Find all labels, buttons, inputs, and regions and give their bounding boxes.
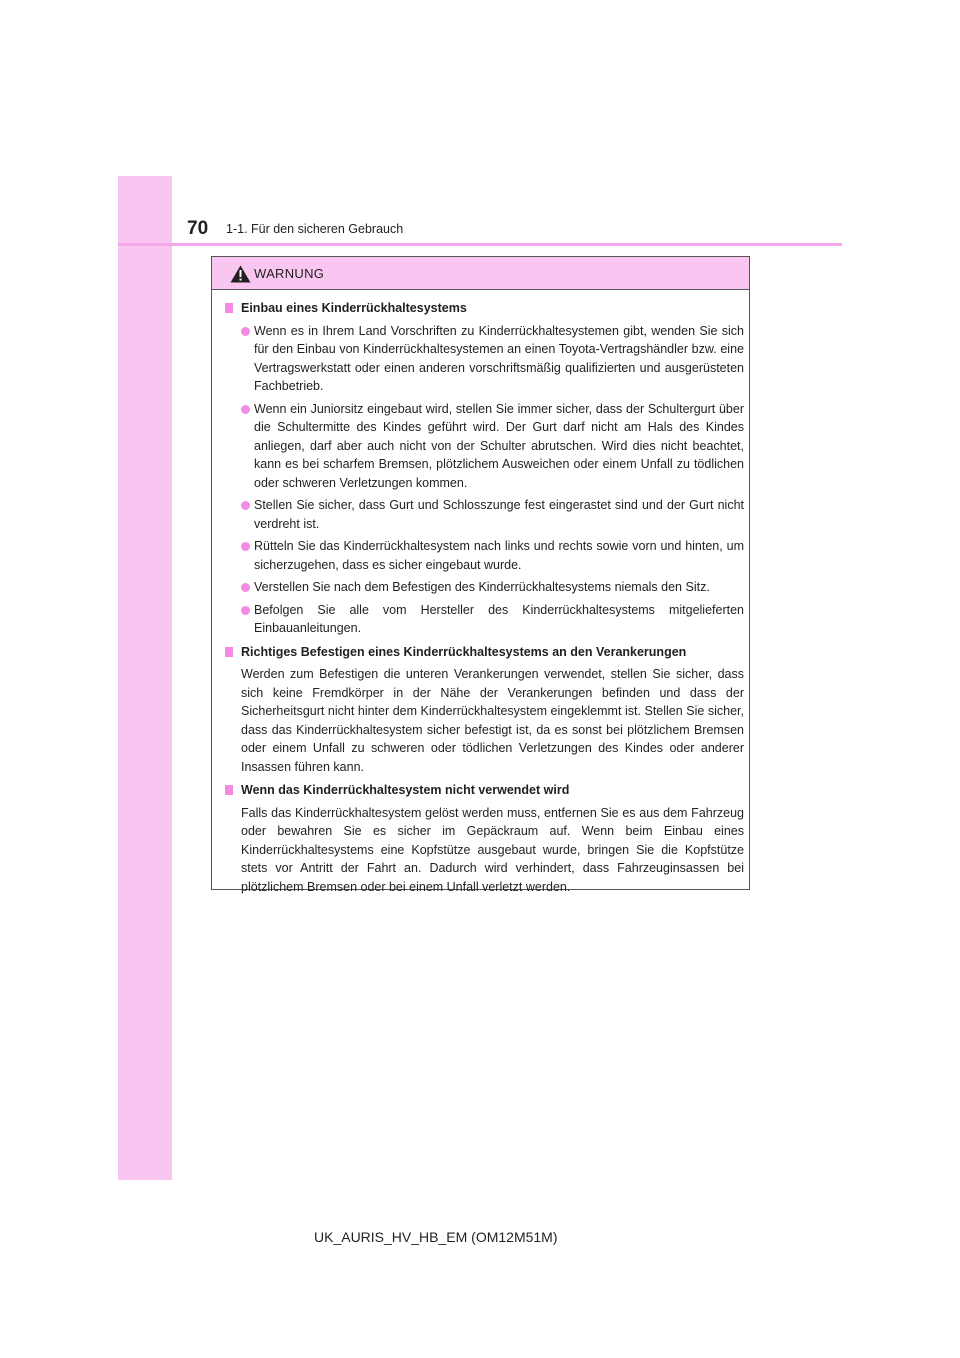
header-rule: [118, 243, 842, 246]
section-heading: Wenn das Kinderrückhaltesystem nicht verwendet wird: [224, 781, 744, 800]
list-item: Stellen Sie sicher, dass Gurt und Schlosszunge fest eingerastet sind und der Gurt nicht verdreht ist.: [224, 496, 744, 533]
list-item: Verstellen Sie nach dem Befestigen des Kinderrückhaltesystems niemals den Sitz.: [224, 578, 744, 597]
page-number: 70: [187, 218, 209, 239]
warning-header: [212, 257, 749, 290]
list-item: Rütteln Sie das Kinderrückhaltesystem nach links und rechts sowie vorn und hinten, um sicherzugehen, dass es sicher eingebaut wurde.: [224, 537, 744, 574]
paragraph: Werden zum Befestigen die unteren Verankerungen verwendet, stellen Sie sicher, dass sich keine Fremdkörper in der Nähe der Verankerungen befinden und dass der Sicherheitsgurt nicht hinter dem Kinderrückhaltesystem eingeklemmt ist. Stellen Sie sicher, dass das Kinderrückhaltesystem sicher befestigt ist, da es sonst bei plötzlichem Bremsen oder einem Unfall zu schweren oder tödlichen Verletzungen des Kindes oder anderer Insassen führen kann.: [241, 667, 744, 774]
warning-label: WARNUNG: [254, 266, 325, 281]
list-item: Wenn es in Ihrem Land Vorschriften zu Kinderrückhaltesystemen gibt, wenden Sie sich für den Einbau von Kinderrückhaltesystemen an einen Toyota-Vertragshändler bzw. eine Vertragswerkstatt oder einen anderen vorschriftsmäßig qualifizierten und ausgerüsteten Fachbetrieb.: [224, 322, 744, 396]
section-heading: Einbau eines Kinderrückhaltesystems: [224, 299, 744, 318]
round-bullet-icon: [241, 501, 250, 510]
warning-triangle-icon: [230, 265, 251, 283]
round-bullet-icon: [241, 583, 250, 592]
round-bullet-icon: [241, 327, 250, 336]
round-bullet-icon: [241, 606, 250, 615]
square-bullet-icon: [225, 785, 233, 795]
square-bullet-icon: [225, 303, 233, 313]
page-side-tab: [118, 176, 172, 1180]
square-bullet-icon: [225, 647, 233, 657]
paragraph: Falls das Kinderrückhaltesystem gelöst werden muss, entfernen Sie es aus dem Fahrzeug oder bewahren Sie es sicher im Gepäckraum auf. Wenn beim Einbau eines Kinderrückhaltesystems eine Kopfstütze ausgebaut wurde, bringen Sie die Kopfstütze stets vor Antritt der Fahrt an. Dadurch wird verhindert, dass Fahrzeuginsassen bei plötzlichem Bremsen oder bei einem Unfall verletzt werden.: [241, 805, 744, 894]
list-item: Befolgen Sie alle vom Hersteller des Kinderrückhaltesystems mitgelieferten Einbauanleitungen.: [224, 601, 744, 638]
round-bullet-icon: [241, 542, 250, 551]
document-code: UK_AURIS_HV_HB_EM (OM12M51M): [314, 1229, 558, 1245]
round-bullet-icon: [241, 405, 250, 414]
list-item: Wenn ein Juniorsitz eingebaut wird, stellen Sie immer sicher, dass der Schultergurt über die Schultermitte des Kindes geführt wird. Der Gurt darf nicht am Hals des Kindes anliegen, darf aber auch nicht von der Schulter abrutschen. Wird dies nicht beachtet, kann es bei scharfem Bremsen, plötzlichem Ausweichen oder einem Unfall zu tödlichen oder schweren Verletzungen kommen.: [224, 400, 744, 493]
warning-content: [224, 299, 744, 896]
section-title: 1-1. Für den sicheren Gebrauch: [226, 222, 404, 236]
warning-box: [211, 256, 750, 894]
section-heading: Richtiges Befestigen eines Kinderrückhaltesystems an den Verankerungen: [224, 643, 744, 662]
